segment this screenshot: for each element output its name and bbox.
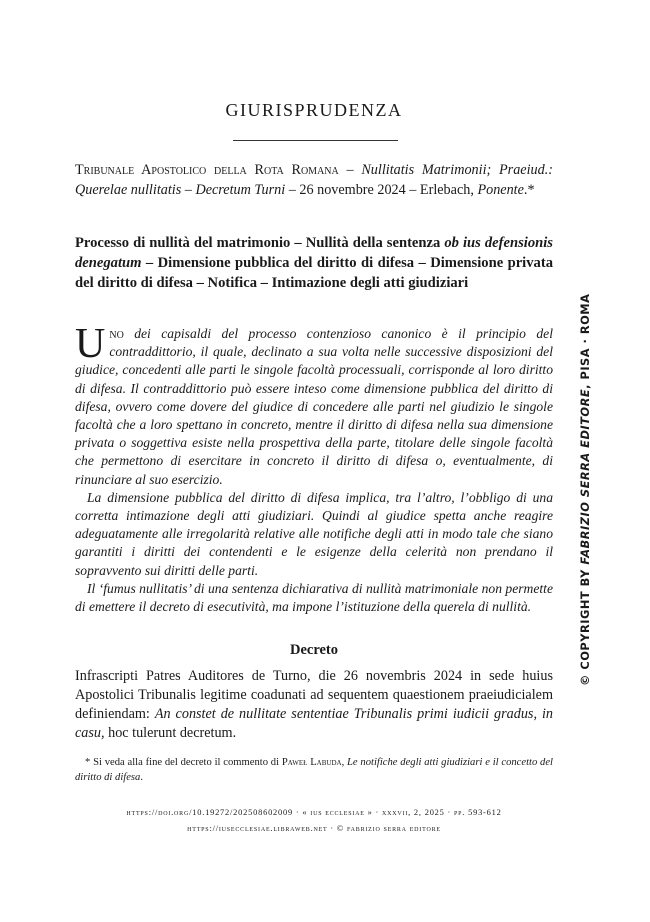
- page-footer: [75, 805, 553, 837]
- case-date-judge: – 26 novembre 2024 – Erlebach,: [285, 182, 478, 198]
- footnote-end: .: [140, 772, 143, 783]
- keywords: [75, 233, 553, 293]
- copyright-prefix: © COPYRIGHT BY: [578, 564, 592, 686]
- abstract-paragraph: La dimensione pubblica del diritto di difesa implica, tra l’altro, l’obbligo di una corretta intimazione degli atti giudiziari. Quindi al giudice spetta anche reagire adeguatamente alle irregolarità relative alle notifiche degli atti in modo tale che siano garantiti i diritti dei contendenti e le esigenze della celerità non prendano il sopravvento sui diritti delle parti.: [75, 489, 553, 578]
- footnote-marker: .*: [523, 182, 535, 198]
- decree-text-2: hoc tulerunt decretum.: [104, 725, 237, 741]
- footer-doi-line: https://doi.org/10.19272/202508602009 · « ius ecclesiae » · xxxvii, 2, 2025 · pp. 593-612: [126, 808, 502, 817]
- decree-text-1: Infrascripti Patres Auditores de Turno, die 26 novembris 2024 in sede huius Apostolici Tribunalis legitime coadunati ad sequentem quaestionem praeiudicialem definiendam:: [75, 668, 553, 722]
- footnote-author: Paweł Labuda: [281, 757, 342, 768]
- title-divider: [233, 140, 398, 141]
- keywords-part3: – Dimensione pubblica del diritto di difesa – Dimensione privata del diritto di difesa – Notifica – Intimazione degli atti giudiziari: [75, 255, 553, 291]
- abstract-paragraph: Il ‘fumus nullitatis’ di una sentenza dichiarativa di nullità matrimoniale non permette di emettere il decreto di esecutività, ma impone l’istituzione della querela di nullità.: [75, 580, 553, 615]
- copyright-suffix: , PISA · ROMA: [578, 293, 592, 389]
- decreto-heading: Decreto: [289, 642, 339, 658]
- footnote-text: [75, 755, 553, 785]
- footer-site-line: https://iusecclesiae.libraweb.net · © fabrizio serra editore: [187, 824, 441, 833]
- footnote-lead: * Si veda alla fine del decreto il commento di: [85, 757, 282, 768]
- case-role: Ponente: [477, 182, 524, 198]
- footnote: [75, 755, 553, 785]
- abstract-text-1: dei capisaldi del processo contenzioso canonico è il principio del contraddittorio, il quale, declinato a sua volta nelle successive disposizioni del giudice, concedenti alle parti le singole facoltà processuali, corrisponde al loro diritto di difesa. Il contraddittorio può essere inteso come dimensione pubblica del diritto di difesa, ovvero come dovere del giudice di concedere alle parti nel giudizio le singole facoltà che a loro spettano in concreto, mentre il diritto di difesa nella sua dimensione privata o soggettiva esiste nella prospettiva della parte, titolare delle singole facoltà che permettono di esercitare in concreto il diritto di difesa o, eventualmente, di rinunciare al suo esercizio.: [75, 326, 553, 487]
- copyright-publisher: FABRIZIO SERRA EDITORE: [578, 388, 592, 565]
- section-title: GIURISPRUDENZA: [225, 100, 403, 120]
- footnote-sep: ,: [341, 757, 348, 768]
- drop-cap: U: [75, 321, 106, 367]
- footnote-title: Le notifiche degli atti giudiziari e il concetto del diritto di difesa: [75, 757, 553, 783]
- copyright-sidebar: [578, 294, 592, 686]
- keywords-part1: Processo di nullità del matrimonio – Nullità della sentenza: [75, 235, 445, 251]
- abstract-paragraph: [75, 321, 553, 489]
- decree-question: An constet de nullitate sententiae Tribunalis primi iudicii gradus, in casu,: [75, 706, 553, 741]
- decree-body: [75, 667, 553, 743]
- decree-paragraph: [75, 667, 553, 743]
- keywords-italic: ob ius defensionis denegatum: [75, 235, 553, 271]
- case-title: – Nullitatis Matrimonii; Praeiud.: Querelae nullitatis – Decretum Turni: [75, 162, 553, 198]
- lead-small-caps: no: [109, 326, 124, 341]
- case-header: [75, 160, 553, 200]
- abstract: [75, 321, 553, 616]
- court-name: Tribunale Apostolico della Rota Romana: [75, 162, 339, 178]
